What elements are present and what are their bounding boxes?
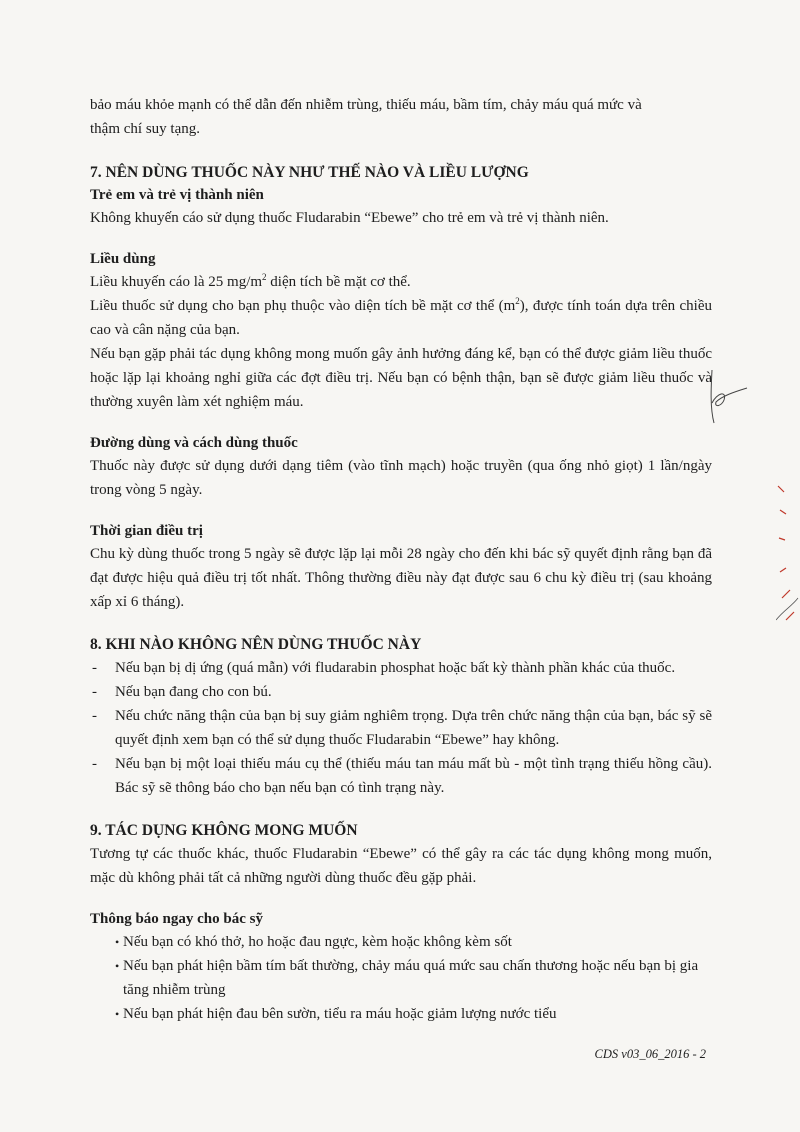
children-text: Không khuyến cáo sử dụng thuốc Fludarabin “Ebewe” cho trẻ em và trẻ vị thành niên. xyxy=(90,210,609,226)
section-7-heading: 7. NÊN DÙNG THUỐC NÀY NHƯ THẾ NÀO VÀ LIỀU LƯỢNG xyxy=(90,164,529,181)
side-effects-text: Tương tự các thuốc khác, thuốc Fludarabin “Ebewe” có thể gây ra các tác dụng không mong muốn, mặc dù không phải tất cả những người dùng thuốc đều gặp phải. xyxy=(90,846,712,886)
contraindication-list xyxy=(90,656,712,800)
children-heading: Trẻ em và trẻ vị thành niên xyxy=(90,187,264,203)
list-item: • Nếu bạn phát hiện đau bên sườn, tiểu ra máu hoặc giảm lượng nước tiểu xyxy=(90,1002,712,1026)
intro-line-1: bảo máu khỏe mạnh có thể dẫn đến nhiễm trùng, thiếu máu, bầm tím, chảy máu quá mức và xyxy=(90,97,642,113)
dash-icon: - xyxy=(92,660,97,676)
section-8-heading: 8. KHI NÀO KHÔNG NÊN DÙNG THUỐC NÀY xyxy=(90,636,422,653)
list-item: - Nếu chức năng thận của bạn bị suy giảm nghiêm trọng. Dựa trên chức năng thận của bạn, bác sỹ sẽ quyết định xem bạn có thể sử dụng thuốc Fludarabin “Ebewe” hay không. xyxy=(90,704,712,752)
section-9-heading: 9. TÁC DỤNG KHÔNG MONG MUỐN xyxy=(90,822,358,839)
document-code: CDS v03_06_2016 - 2 xyxy=(594,1047,706,1061)
route-text: Thuốc này được sử dụng dưới dạng tiêm (vào tĩnh mạch) hoặc truyền (qua ống nhỏ giọt) 1 lần/ngày trong vòng 5 ngày. xyxy=(90,458,712,498)
dash-icon: - xyxy=(92,684,97,700)
signature-mark xyxy=(702,368,752,428)
notify-doctor-heading: Thông báo ngay cho bác sỹ xyxy=(90,911,263,927)
dose-heading: Liều dùng xyxy=(90,251,156,267)
stamp-fragment xyxy=(776,480,800,650)
list-item: - Nếu bạn đang cho con bú. xyxy=(90,680,712,704)
duration-text: Chu kỳ dùng thuốc trong 5 ngày sẽ được lặp lại mỗi 28 ngày cho đến khi bác sỹ quyết định rằng bạn đã đạt được hiệu quả điều trị tốt nhất. Thông thường điều này đạt được sau 6 chu kỳ điều trị (sau khoảng xấp xỉ 6 tháng). xyxy=(90,546,712,610)
list-item: - Nếu bạn bị dị ứng (quá mẫn) với fludarabin phosphat hoặc bất kỳ thành phần khác của thuốc. xyxy=(90,656,712,680)
duration-heading: Thời gian điều trị xyxy=(90,523,203,539)
list-item: • Nếu bạn phát hiện bầm tím bất thường, chảy máu quá mức sau chấn thương hoặc nếu bạn bị gia tăng nhiễm trùng xyxy=(90,954,712,1002)
route-heading: Đường dùng và cách dùng thuốc xyxy=(90,435,298,451)
dose-line-3: Nếu bạn gặp phải tác dụng không mong muốn gây ảnh hưởng đáng kể, bạn có thể được giảm liều thuốc hoặc lặp lại khoảng nghỉ giữa các đợt điều trị. Nếu bạn có bệnh thận, bạn sẽ được giảm liều thuốc và thường xuyên làm xét nghiệm máu. xyxy=(90,346,712,410)
bullet-icon: • xyxy=(115,935,120,949)
list-item: - Nếu bạn bị một loại thiếu máu cụ thể (thiếu máu tan máu mất bù - một tình trạng thiếu hồng cầu). Bác sỹ sẽ thông báo cho bạn nếu bạn có tình trạng này. xyxy=(90,752,712,800)
document-body xyxy=(90,0,712,1026)
list-item: • Nếu bạn có khó thở, ho hoặc đau ngực, kèm hoặc không kèm sốt xyxy=(90,930,712,954)
intro-line-2: thậm chí suy tạng. xyxy=(90,121,200,137)
dose-line-1: Liều khuyến cáo là 25 $mg/m^2$ diện tích bề mặt cơ thể. xyxy=(90,272,411,290)
bullet-icon: • xyxy=(115,959,120,973)
notify-doctor-list xyxy=(90,930,712,1026)
dose-line-2: Liều thuốc sử dụng cho bạn phụ thuộc vào diện tích bề mặt cơ thể $(m^2)$, được tính toán dựa trên chiều cao và cân nặng của bạn. xyxy=(90,296,713,338)
intro-paragraph xyxy=(90,93,712,141)
dash-icon: - xyxy=(92,708,97,724)
bullet-icon: • xyxy=(115,1007,120,1021)
dash-icon: - xyxy=(92,756,97,772)
